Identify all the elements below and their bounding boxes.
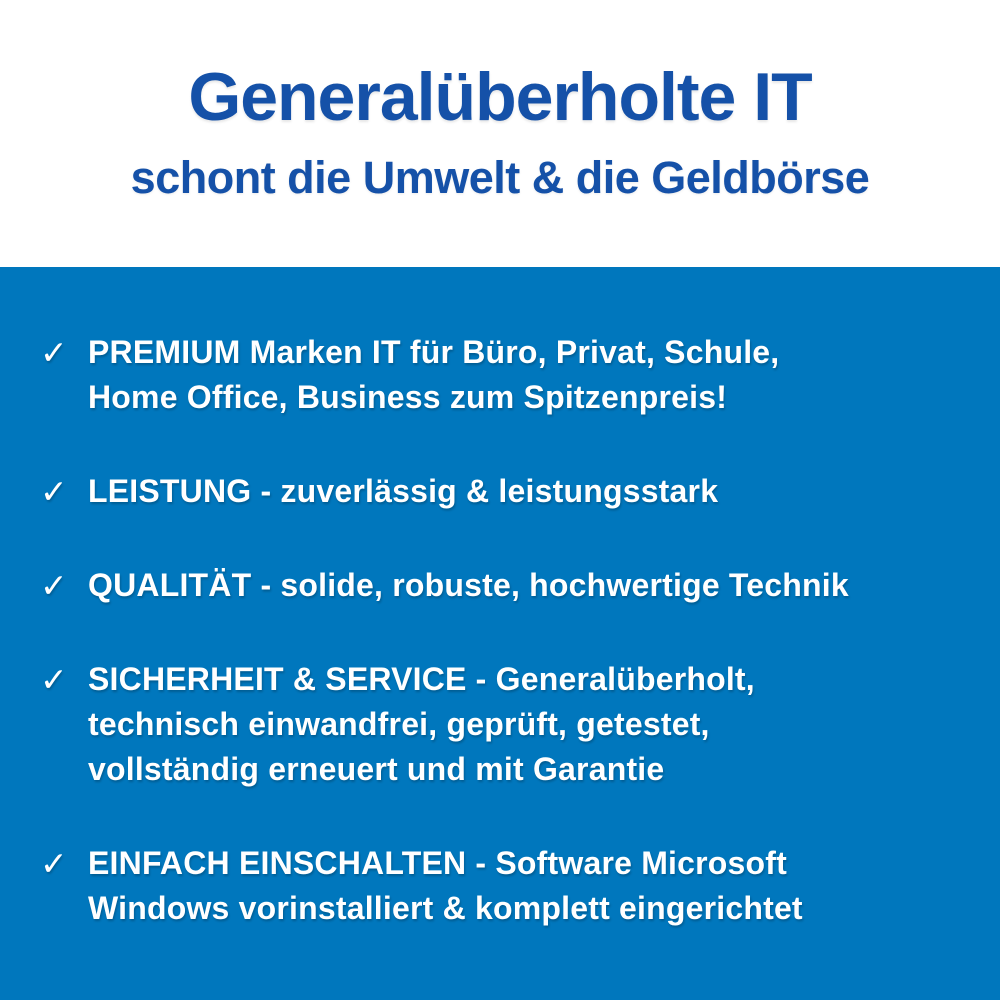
page-subtitle: schont die Umwelt & die Geldbörse [130,152,870,204]
benefit-item-premium [40,330,970,420]
check-icon: ✓ [40,472,68,511]
benefit-text [88,469,970,514]
benefit-line: LEISTUNG - zuverlässig & leistungsstark [88,473,719,509]
check-icon: ✓ [40,660,68,699]
benefit-item-einfach [40,841,970,931]
benefit-line: Windows vorinstalliert & komplett eingerichtet [88,890,803,926]
header [0,0,1000,267]
benefit-line: SICHERHEIT & SERVICE - Generalüberholt, [88,661,755,697]
check-icon: ✓ [40,566,68,605]
benefit-line: EINFACH EINSCHALTEN - Software Microsoft [88,845,787,881]
benefit-item-sicherheit [40,657,970,792]
benefit-line: PREMIUM Marken IT für Büro, Privat, Schule, [88,334,780,370]
benefit-line: QUALITÄT - solide, robuste, hochwertige Technik [88,567,849,603]
check-icon: ✓ [40,844,68,883]
benefit-text [88,657,970,792]
benefit-line: technisch einwandfrei, geprüft, getestet, [88,706,710,742]
benefit-text [88,330,970,420]
benefit-text [88,563,970,608]
benefit-item-qualitaet [40,563,970,608]
benefit-text [88,841,970,931]
benefit-line: vollständig erneuert und mit Garantie [88,751,665,787]
benefit-item-leistung [40,469,970,514]
benefits-section [0,267,1000,1000]
benefit-line: Home Office, Business zum Spitzenpreis! [88,379,728,415]
check-icon: ✓ [40,333,68,372]
page-title: Generalüberholte IT [188,59,812,135]
